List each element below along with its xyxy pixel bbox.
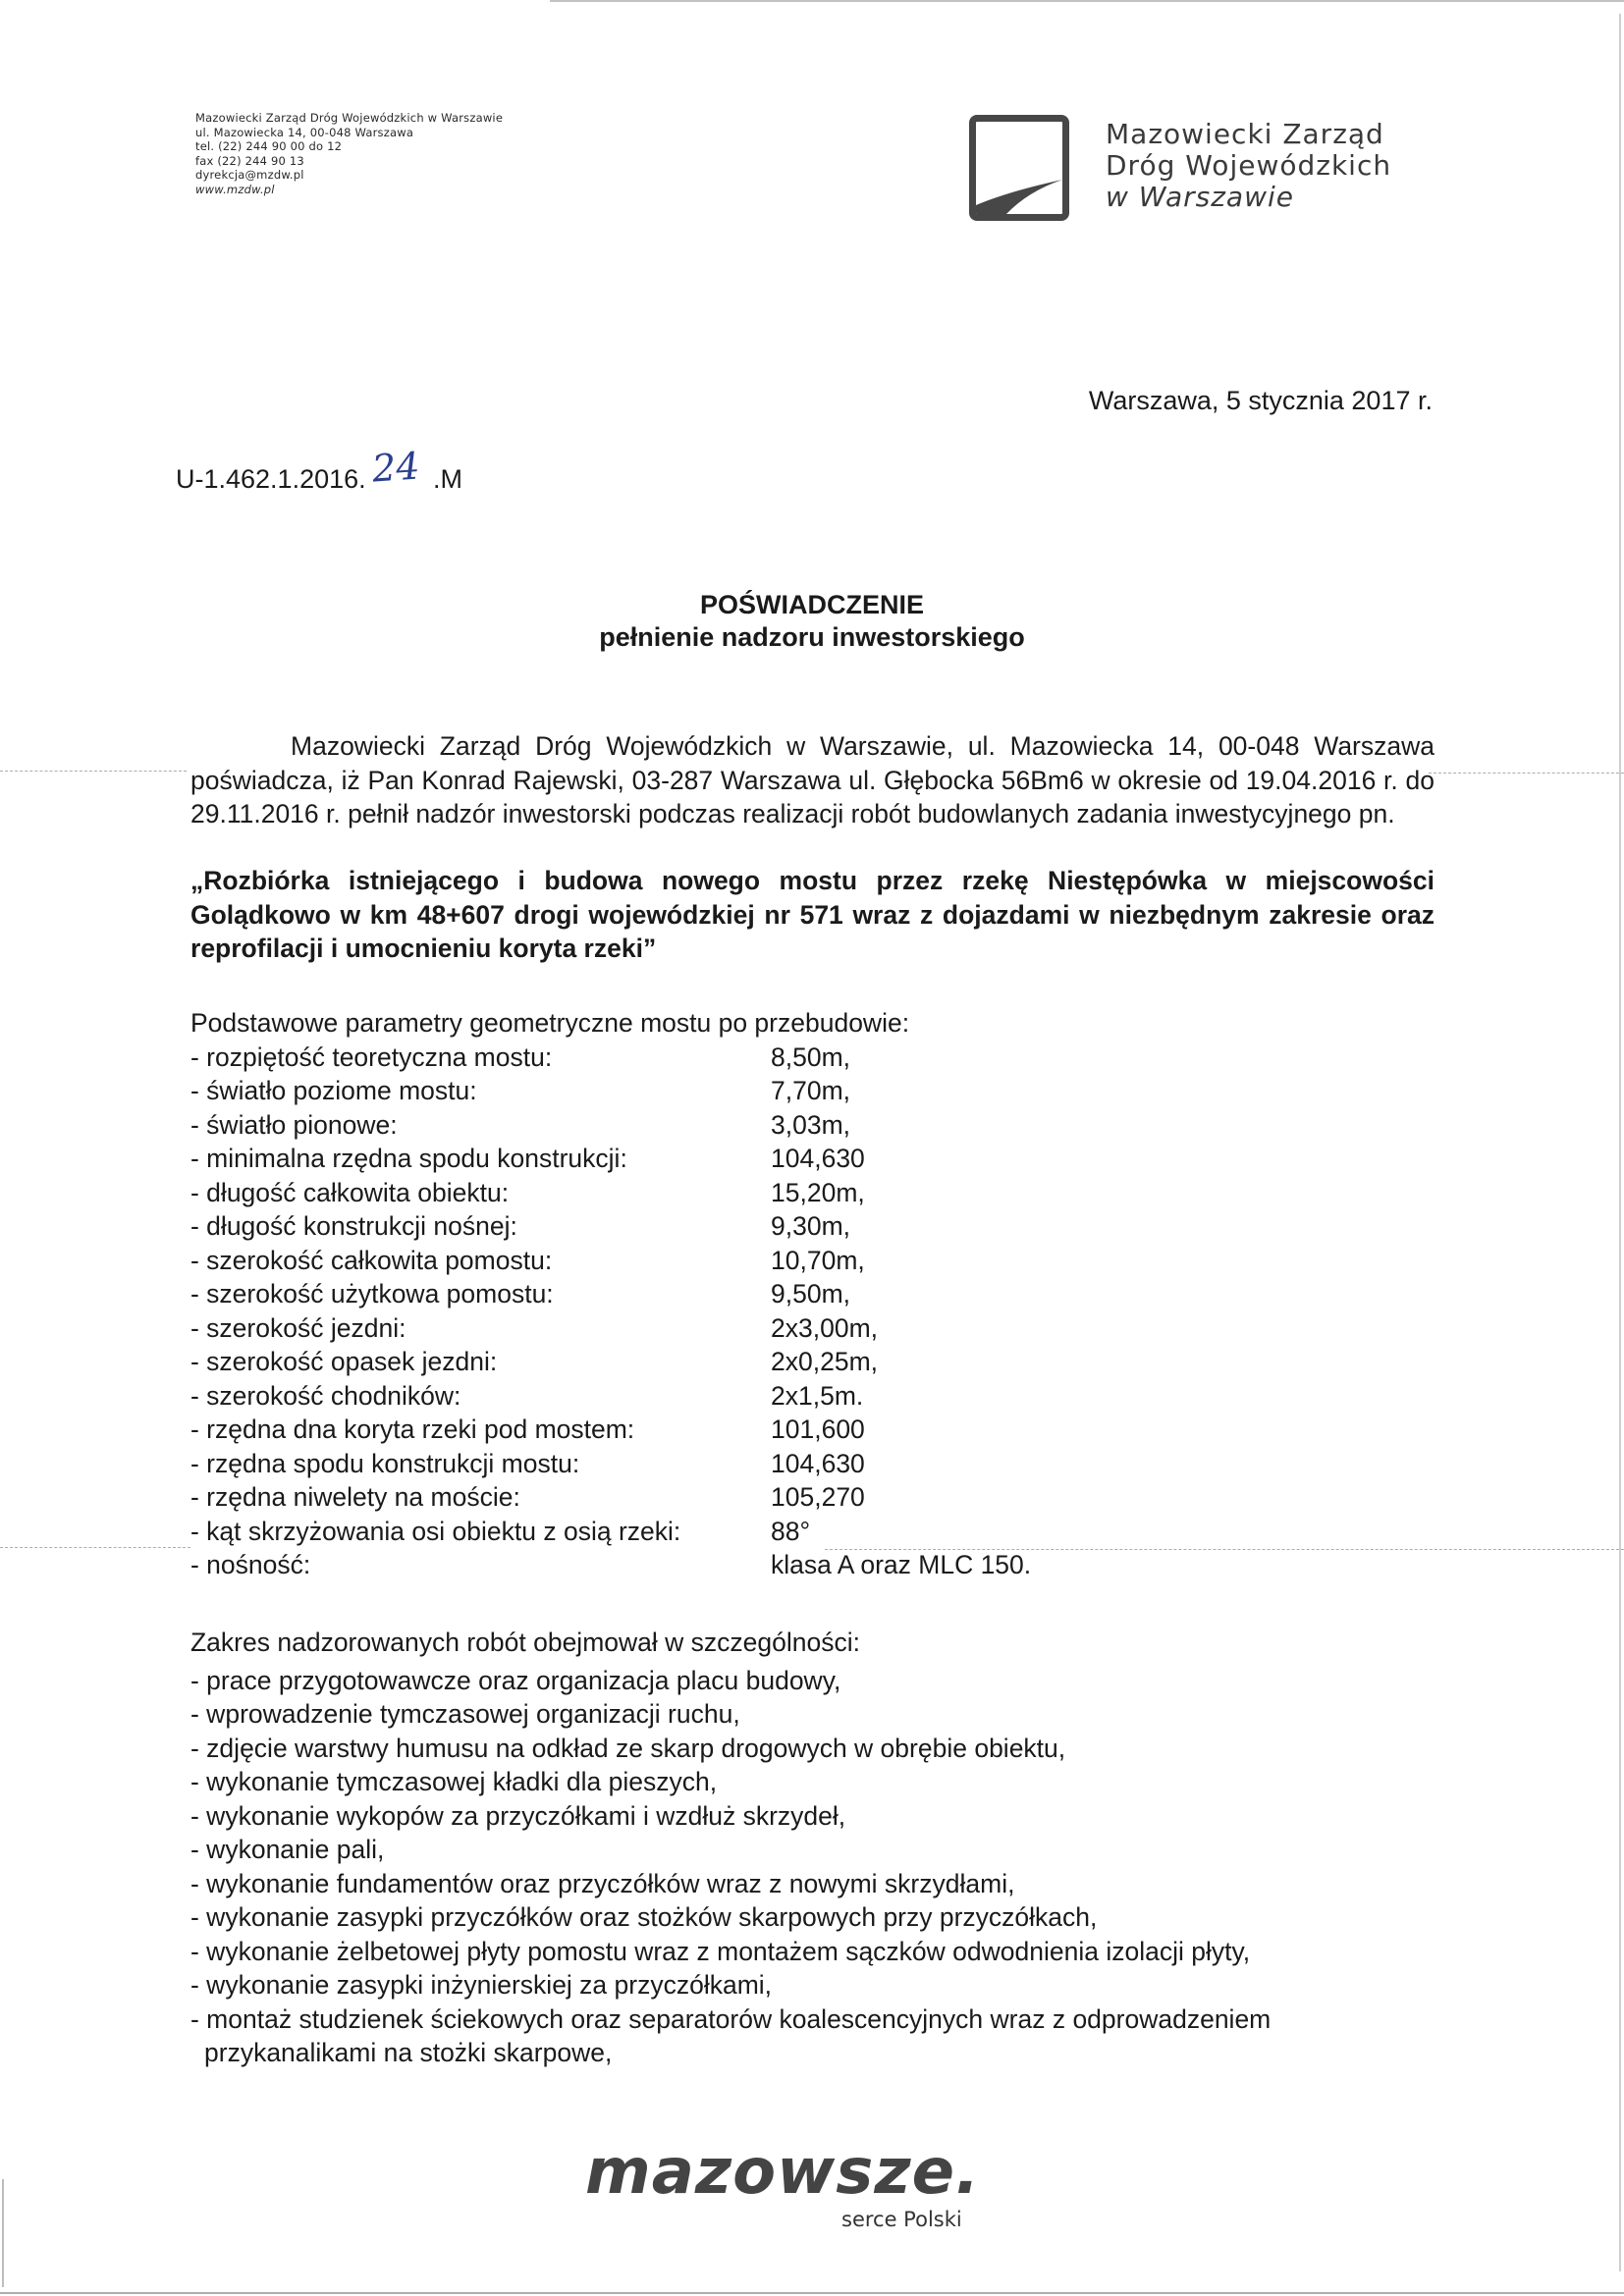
sender-email: dyrekcja@mzdw.pl (195, 168, 304, 183)
parameter-row (190, 1379, 1271, 1414)
work-item: - wykonanie fundamentów oraz przyczółków wraz z nowymi skrzydłami, (190, 1868, 1015, 1898)
parameter-row (190, 1311, 1271, 1346)
work-item: - prace przygotowawcze oraz organizacja placu budowy, (190, 1665, 841, 1695)
logo-line-2: Dróg Wojewódzkich (1106, 149, 1392, 182)
reference-number (176, 444, 462, 497)
bridge-parameters (190, 1006, 1271, 1582)
document-date: Warszawa, 5 stycznia 2017 r. (1088, 386, 1433, 415)
parameter-label: - rzędna spodu konstrukcji mostu: (190, 1448, 580, 1478)
intro-paragraph (190, 729, 1435, 831)
parameter-label: - szerokość chodników: (190, 1380, 461, 1411)
parameter-value: 2x3,00m, (771, 1312, 879, 1343)
parameter-label: - szerokość opasek jezdni: (190, 1347, 498, 1376)
sender-address-block (195, 111, 503, 197)
parameter-value: 15,20m, (771, 1177, 865, 1207)
project-name: „Rozbiórka istniejącego i budowa nowego mostu przez rzekę Niestępówka w miejscowości Golądkowo w km 48+607 drogi wojewódzkiej nr 571 wraz z dojazdami w niezbędnym zakresie oraz reprofilacji i umocnieniu koryta rzeki” (190, 866, 1435, 963)
parameter-label: - kąt skrzyżowania osi obiektu z osią rzeki: (190, 1516, 681, 1546)
parameter-label: - rozpiętość teoretyczna mostu: (190, 1041, 553, 1072)
fold-line (1429, 773, 1624, 774)
parameter-label: - światło poziome mostu: (190, 1076, 477, 1105)
parameter-row (190, 1108, 1271, 1143)
parameter-value: 104,630 (771, 1448, 865, 1478)
parameter-row (190, 1244, 1271, 1278)
parameter-label: - długość całkowita obiektu: (190, 1177, 510, 1207)
parameter-label: - długość konstrukcji nośnej: (190, 1211, 517, 1241)
parameter-label: - nośność: (190, 1550, 311, 1579)
parameter-row (190, 1041, 1271, 1075)
logo-line-3: w Warszawie (1106, 181, 1294, 213)
handwritten-number: 24 (370, 444, 421, 491)
parameter-label: - szerokość użytkowa pomostu: (190, 1279, 554, 1308)
work-item: - wykonanie zasypki przyczółków oraz stożków skarpowych przy przyczółkach, (190, 1902, 1098, 1932)
parameter-row (190, 1277, 1271, 1311)
parameter-label: - szerokość całkowita pomostu: (190, 1245, 553, 1275)
parameter-row (190, 1074, 1271, 1108)
fold-line (0, 771, 187, 773)
parameter-value: 104,630 (771, 1144, 865, 1173)
footer-tagline: serce Polski (841, 2208, 962, 2231)
parameter-row (190, 1345, 1271, 1379)
parameter-label: - światło pionowe: (190, 1109, 398, 1140)
footer-brand: mazowsze. (585, 2136, 981, 2209)
document-title (0, 589, 1624, 654)
sender-fax: fax (22) 244 90 13 (195, 153, 304, 168)
scan-edge-top (550, 0, 1624, 2)
sender-website: www.mzdw.pl (195, 182, 275, 196)
logo-line-1: Mazowiecki Zarząd (1106, 118, 1384, 150)
parameter-row (190, 1142, 1271, 1176)
sender-street: ul. Mazowiecka 14, 00-048 Warszawa (195, 125, 414, 139)
work-item: - wprowadzenie tymczasowej organizacji ruchu, (190, 1699, 740, 1729)
works-heading: Zakres nadzorowanych robót obejmował w szczególności: (190, 1628, 860, 1657)
title-subtitle: pełnienie nadzoru inwestorskiego (599, 622, 1025, 652)
parameter-value: 101,600 (771, 1415, 865, 1444)
work-item: - wykonanie wykopów za przyczółkami i wzdłuż skrzydeł, (190, 1800, 846, 1831)
parameter-row (190, 1480, 1271, 1515)
parameter-row (190, 1413, 1271, 1447)
scan-edge-right (1619, 14, 1621, 2271)
parameter-value: 105,270 (771, 1482, 865, 1512)
parameter-value: 9,50m, (771, 1279, 851, 1308)
parameter-row (190, 1515, 1271, 1549)
scan-edge-left (2, 2179, 4, 2287)
parameters-heading: Podstawowe parametry geometryczne mostu po przebudowie: (190, 1008, 910, 1038)
work-item: - wykonanie żelbetowej płyty pomostu wraz z montażem sączków odwodnienia izolacji płyty, (190, 1936, 1251, 1966)
title-main: POŚWIADCZENIE (699, 590, 924, 619)
parameter-row (190, 1209, 1271, 1244)
parameter-value: 7,70m, (771, 1076, 851, 1105)
parameter-value: 3,03m, (771, 1109, 851, 1140)
fold-line (0, 1547, 190, 1549)
work-item: - wykonanie zasypki inżynierskiej za przyczółkami, (190, 1970, 773, 2000)
work-item: - montaż studzienek ściekowych oraz separatorów koalescencyjnych wraz z odprowadzeniem (190, 2003, 1272, 2034)
mzdw-road-logo-icon (969, 115, 1069, 221)
reference-prefix: U-1.462.1.2016. (176, 464, 366, 494)
parameter-row (190, 1447, 1271, 1481)
work-item: - wykonanie pali, (190, 1835, 385, 1864)
parameter-value: 10,70m, (771, 1245, 865, 1275)
mazowsze-heart-logo-icon (585, 2136, 1037, 2248)
parameter-value: 2x0,25m, (771, 1347, 879, 1376)
parameter-value: 2x1,5m. (771, 1380, 864, 1411)
parameter-label: - szerokość jezdni: (190, 1312, 406, 1343)
parameter-row (190, 1176, 1271, 1210)
parameter-label: - rzędna niwelety na moście: (190, 1482, 520, 1512)
supervised-works (190, 1626, 1457, 2070)
parameter-value: 88° (771, 1516, 811, 1546)
work-item-continuation: przykanalikami na stożki skarpowe, (204, 2038, 613, 2067)
organization-logo-text (1106, 119, 1391, 213)
reference-suffix: .M (433, 464, 462, 494)
sender-name: Mazowiecki Zarząd Dróg Wojewódzkich w Warszawie (195, 111, 504, 125)
work-item: - zdjęcie warstwy humusu na odkład ze skarp drogowych w obrębie obiektu, (190, 1733, 1066, 1763)
parameter-value: klasa A oraz MLC 150. (771, 1550, 1032, 1579)
sender-phone: tel. (22) 244 90 00 do 12 (195, 139, 343, 154)
intro-text: Mazowiecki Zarząd Dróg Wojewódzkich w Warszawie, ul. Mazowiecka 14, 00-048 Warszawa poświadcza, iż Pan Konrad Rajewski, 03-287 Warszawa ul. Głębocka 56Bm6 w okresie od 19.04.2016 r. do 29.11.2016 r. pełnił nadzór inwestorski podczas realizacji robót budowlanych zadania inwestycyjnego pn. (190, 731, 1435, 828)
scan-edge-bottom (0, 2292, 1624, 2294)
parameter-label: - minimalna rzędna spodu konstrukcji: (190, 1144, 627, 1173)
work-item: - wykonanie tymczasowej kładki dla pieszych, (190, 1767, 718, 1796)
parameter-value: 8,50m, (771, 1041, 851, 1072)
parameter-value: 9,30m, (771, 1211, 851, 1241)
parameter-row (190, 1548, 1271, 1582)
parameter-label: - rzędna dna koryta rzeki pod mostem: (190, 1415, 635, 1444)
